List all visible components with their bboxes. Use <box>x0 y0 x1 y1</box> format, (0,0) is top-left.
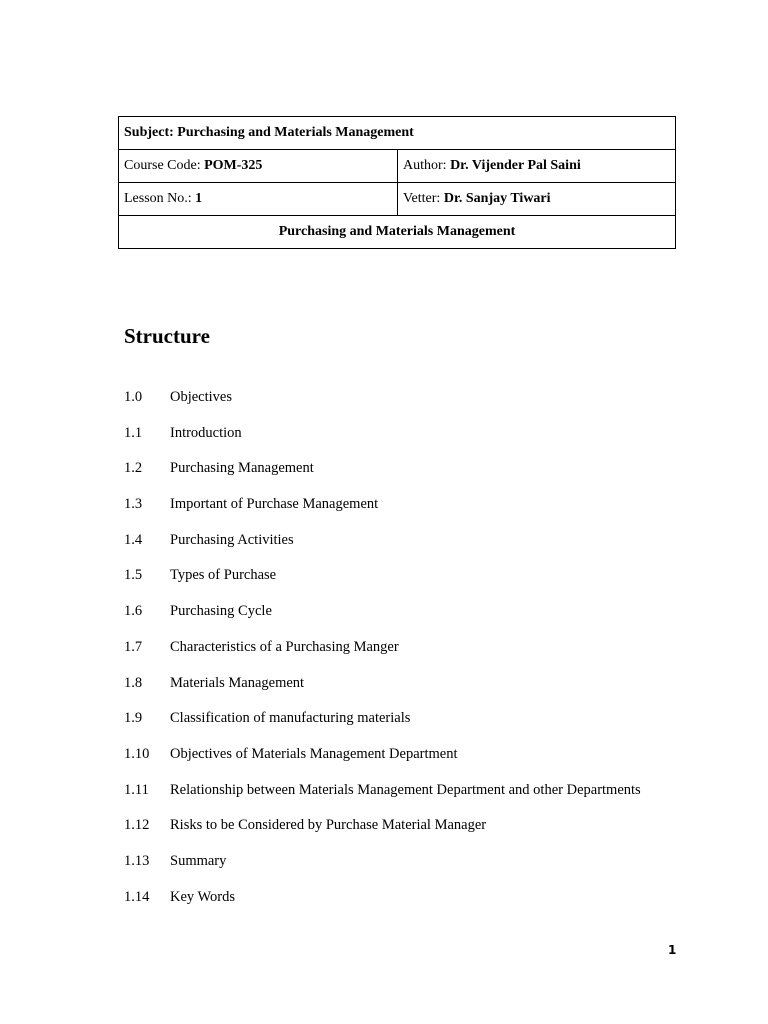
item-number: 1.10 <box>124 745 150 762</box>
item-number: 1.0 <box>124 389 143 405</box>
list-item <box>124 532 641 568</box>
course-author-row <box>119 150 676 183</box>
lesson-value: 1 <box>195 191 203 206</box>
list-item <box>124 496 641 532</box>
title-row <box>119 216 676 249</box>
list-item <box>124 425 641 461</box>
list-item <box>124 746 641 782</box>
item-label: Key Words <box>170 888 236 905</box>
list-item <box>124 675 641 711</box>
course-info-table <box>118 116 676 249</box>
item-label: Purchasing Management <box>170 460 314 477</box>
item-number: 1.7 <box>124 638 143 655</box>
lesson-label: Lesson No.: <box>124 191 196 206</box>
author-value: Dr. Vijender Pal Saini <box>450 158 581 173</box>
item-label: Important of Purchase Management <box>170 496 379 513</box>
list-item <box>124 782 641 818</box>
structure-list <box>124 389 641 924</box>
vetter-label: Vetter: <box>403 191 444 206</box>
item-number: 1.13 <box>124 852 150 869</box>
item-label: Purchasing Cycle <box>170 603 272 620</box>
vetter-value: Dr. Sanjay Tiwari <box>443 191 551 206</box>
list-item <box>124 460 641 496</box>
lesson-cell <box>119 183 398 216</box>
list-item <box>124 710 641 746</box>
item-label: Purchasing Activities <box>170 531 294 548</box>
item-number: 1.4 <box>124 531 143 548</box>
item-number: 1.2 <box>124 460 143 477</box>
item-label: Objectives of Materials Management Department <box>170 745 458 762</box>
item-label: Materials Management <box>170 674 305 691</box>
course-code-label: Course Code: <box>124 158 205 173</box>
item-number: 1.14 <box>124 888 150 905</box>
list-item <box>124 567 641 603</box>
item-number: 1.12 <box>124 817 150 834</box>
item-label: Risks to be Considered by Purchase Material Manager <box>170 817 487 834</box>
list-item <box>124 603 641 639</box>
lesson-vetter-row <box>119 183 676 216</box>
structure-heading: Structure <box>124 324 210 348</box>
item-number: 1.11 <box>124 781 149 798</box>
course-code-cell <box>119 150 398 183</box>
item-label: Summary <box>170 852 227 869</box>
item-number: 1.6 <box>124 603 143 620</box>
item-label: Types of Purchase <box>170 567 277 584</box>
item-label: Characteristics of a Purchasing Manger <box>170 638 399 655</box>
item-number: 1.9 <box>124 710 143 727</box>
item-label: Introduction <box>170 424 242 441</box>
author-label: Author: <box>403 158 451 173</box>
title-cell: Purchasing and Materials Management <box>119 216 676 249</box>
item-label: Classification of manufacturing materials <box>170 710 411 727</box>
list-item <box>124 639 641 675</box>
author-cell <box>398 150 676 183</box>
list-item <box>124 889 641 925</box>
item-number: 1.5 <box>124 567 143 584</box>
item-label: Objectives <box>170 389 233 405</box>
course-code-value: POM-325 <box>204 158 263 173</box>
vetter-cell <box>398 183 676 216</box>
page-number: 1 <box>668 943 677 957</box>
item-number: 1.1 <box>124 424 143 441</box>
item-number: 1.8 <box>124 674 143 691</box>
item-label: Relationship between Materials Management Department and other Departments <box>170 781 641 798</box>
item-number: 1.3 <box>124 496 143 513</box>
subject-row <box>119 117 676 150</box>
list-item <box>124 389 641 425</box>
list-item <box>124 817 641 853</box>
list-item <box>124 853 641 889</box>
subject-cell: Subject: Purchasing and Materials Management <box>119 117 676 150</box>
